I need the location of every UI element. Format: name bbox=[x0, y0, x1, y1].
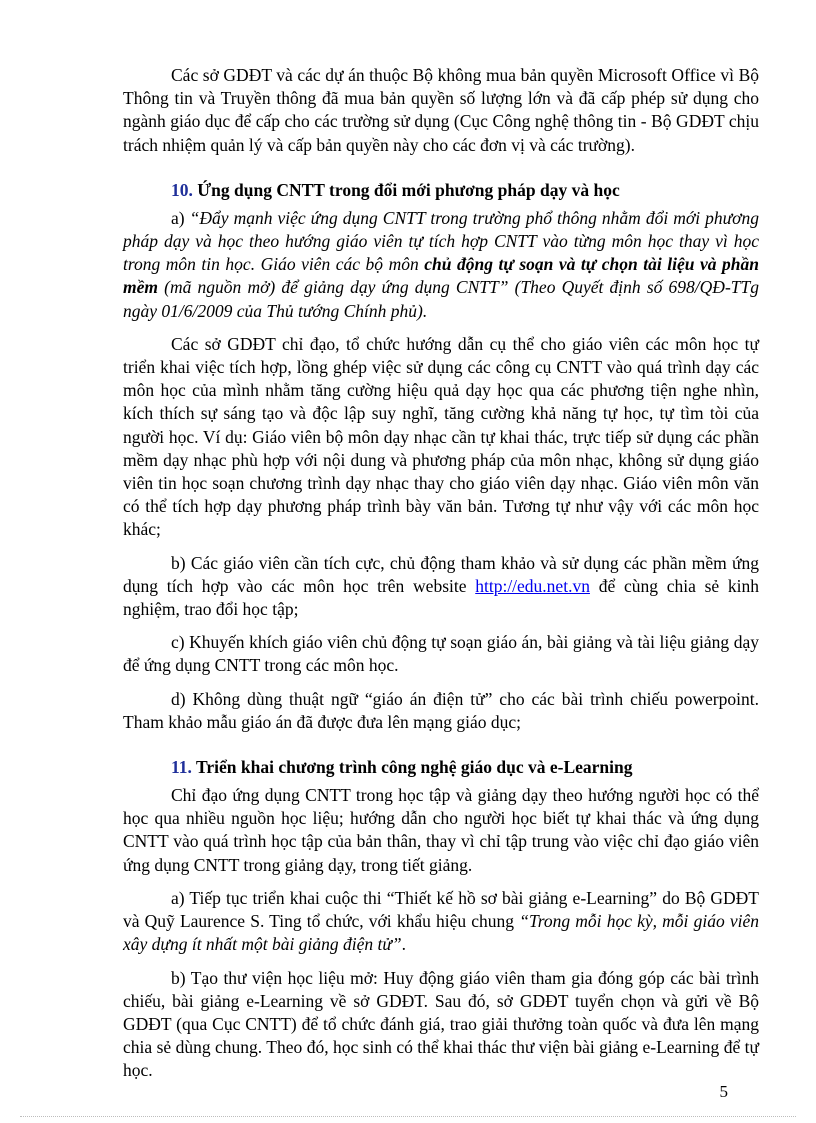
intro-paragraph: Các sở GDĐT và các dự án thuộc Bộ không mua bản quyền Microsoft Office vì Bộ Thông tin và Truyền thông đã mua bản quyền số lượng lớn và đã cấp phép sử dụng cho ngành giáo dục để cấp cho các trường sử dụng (Cục Công nghệ thông tin - Bộ GDĐT chịu trách nhiệm quản lý và cấp bản quyền này cho các đơn vị và các trường). bbox=[123, 65, 759, 155]
item-a-end: . bbox=[401, 934, 407, 955]
section-10-item-c: c) Khuyến khích giáo viên chủ động tự soạn giáo án, bài giảng và tài liệu giảng dạy để ứng dụng CNTT trong các môn học. bbox=[123, 632, 759, 676]
item-a-slogan: “Trong mỗi học kỳ, mỗi giáo viên xây dựng ít nhất một bài giảng điện tử” bbox=[123, 911, 759, 955]
section-10-title: Ứng dụng CNTT trong đổi mới phương pháp dạy và học bbox=[197, 179, 620, 200]
section-10-item-a bbox=[123, 207, 759, 323]
section-11-number: 11. bbox=[171, 757, 192, 778]
page-number: 5 bbox=[719, 1082, 728, 1101]
item-a-quote-start: “Đẩy mạnh việc ứng dụng CNTT trong trường phổ thông nhằm đổi mới phương pháp dạy và học theo hướng giáo viên tự tích hợp CNTT vào từng môn học thay vì học trong môn tin học. Giáo viên các bộ môn bbox=[123, 207, 759, 275]
section-10-paragraph-2: Các sở GDĐT chỉ đạo, tổ chức hướng dẫn cụ thể cho giáo viên các môn học tự triển khai việc tích hợp, lồng ghép việc sử dụng các công cụ CNTT vào quá trình dạy các môn học của mình nhằm tăng cường hiệu quả dạy học qua các phương tiện nghe nhìn, kích thích sự sáng tạo và độc lập suy nghĩ, tăng cường khả năng tự học, tự tìm tòi của người học. Ví dụ: Giáo viên bộ môn dạy nhạc cần tự khai thác, trực tiếp sử dụng các phần mềm dạy nhạc phù hợp với nội dung và phương pháp của môn nhạc, không sử dụng giáo viên tin học soạn chương trình dạy nhạc thay cho giáo viên dạy nhạc. Giáo viên môn văn có thể tích hợp dạy phương pháp trình bày văn bản. Tương tự như vậy với các môn học khác; bbox=[123, 333, 759, 540]
section-10-item-d: d) Không dùng thuật ngữ “giáo án điện tử” cho các bài trình chiếu powerpoint. Tham khảo mẫu giáo án đã được đưa lên mạng giáo dục; bbox=[123, 688, 759, 732]
document-page bbox=[123, 64, 759, 1083]
edu-net-link[interactable]: http://edu.net.vn bbox=[475, 575, 590, 596]
section-11-item-a bbox=[123, 887, 759, 957]
section-11-title: Triển khai chương trình công nghệ giáo dục và e-Learning bbox=[195, 757, 633, 778]
item-a-text: a) Tiếp tục triển khai cuộc thi “Thiết kế hồ sơ bài giảng e-Learning” do Bộ GDĐT và Quỹ Laurence S. Ting tổ chức, với khẩu hiệu chung bbox=[123, 887, 759, 932]
section-10-number: 10. bbox=[171, 179, 193, 200]
section-10-item-b bbox=[123, 552, 759, 622]
item-a-prefix: a) bbox=[171, 207, 190, 228]
section-11-item-b: b) Tạo thư viện học liệu mở: Huy động giáo viên tham gia đóng góp các bài trình chiếu, bài giảng e-Learning về sở GDĐT. Sau đó, sở GDĐT tuyển chọn và gửi về Bộ GDĐT (qua Cục CNTT) để tổ chức đánh giá, trao giải thưởng toàn quốc và đưa lên mạng chia sẻ dùng chung. Theo đó, học sinh có thể khai thác thư viện bài giảng e-Learning để tự học. bbox=[123, 967, 759, 1081]
section-11-intro: Chỉ đạo ứng dụng CNTT trong học tập và giảng dạy theo hướng người học có thể học qua nhiều nguồn học liệu; hướng dẫn cho người học biết tự khai thác và ứng dụng CNTT vào quá trình học tập của bản thân, thay vì chỉ tập trung vào việc chỉ đạo giáo viên ứng dụng CNTT trong giảng dạy, trong tiết giảng. bbox=[123, 785, 759, 875]
item-b-text-end: để cùng chia sẻ kinh nghiệm, trao đổi học tập; bbox=[123, 575, 760, 620]
section-11-heading bbox=[123, 756, 759, 779]
section-10-heading bbox=[123, 179, 759, 202]
item-b-text-start: b) Các giáo viên cần tích cực, chủ động tham khảo và sử dụng các phần mềm ứng dụng tích hợp vào các môn học trên website bbox=[123, 552, 759, 596]
footer-divider bbox=[20, 1116, 796, 1117]
item-a-emphasis: chủ động tự soạn và tự chọn tài liệu và phần mềm bbox=[123, 254, 759, 298]
item-a-quote-end: (mã nguồn mở) để giảng dạy ứng dụng CNTT” (Theo Quyết định số 698/QĐ-TTg ngày 01/6/2009 của Thủ tướng Chính phủ). bbox=[123, 277, 759, 321]
